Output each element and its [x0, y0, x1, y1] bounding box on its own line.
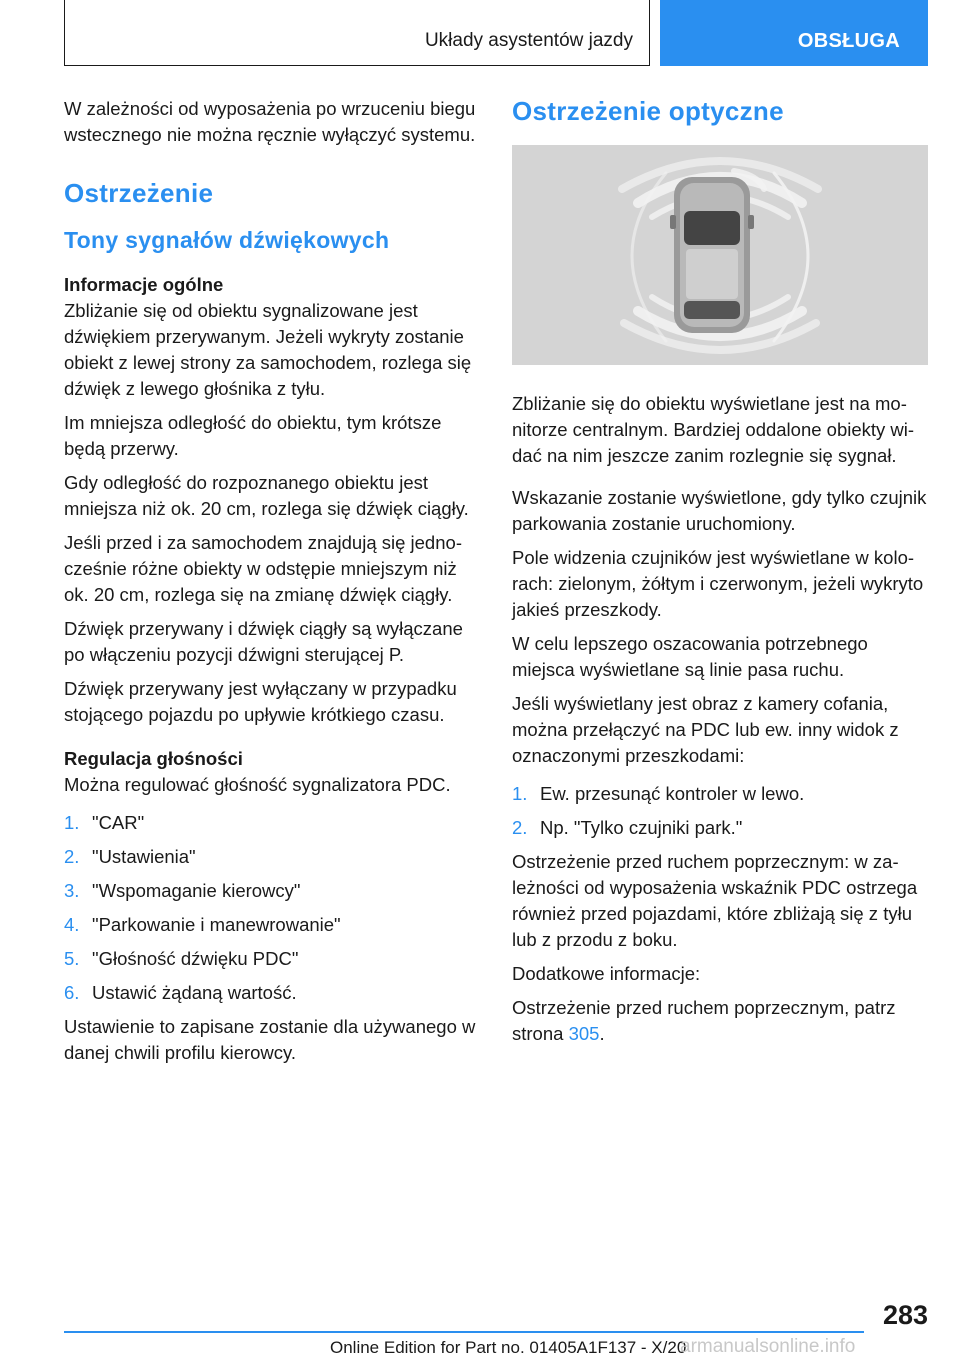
heading-warning: Ostrzeżenie [64, 178, 214, 208]
list-item [64, 810, 480, 836]
paragraph: Gdy odległość do rozpoznanego obiektu jest mniejsza niż ok. 20 cm, rozlega się dźwięk ciągły. [64, 472, 469, 519]
page-number: 283 [882, 1300, 928, 1330]
paragraph: Zbliżanie się od obiektu sygnalizowane jest dźwiękiem przerywanym. Jeżeli wykryty zostanie obiekt z lewej strony za samochodem, rozlega się dźwięk z lewego głośnika z tyłu. [64, 300, 472, 399]
page-link[interactable]: 305 [568, 1023, 600, 1044]
paragraph: Dodatkowe informacje: [512, 963, 701, 984]
watermark: armanualsonline.info [680, 1336, 856, 1357]
heading-volume: Regulacja głośności [64, 748, 243, 769]
heading-acoustic: Tony sygnałów dźwiękowych [64, 227, 390, 253]
step-text: "Głośność dźwięku PDC" [92, 948, 299, 969]
list-item [64, 980, 480, 1006]
edition-text: Online Edition for Part no. 01405A1F137 - X/20 [330, 1338, 687, 1357]
cross-reference-paragraph [512, 995, 928, 1047]
paragraph: Jeśli przed i za samochodem znajdują się jednocześnie różne obiekty w odstępie mniejszym niż ok. 20 cm, rozlega się na zmianę dźwięk ciągły. [64, 532, 462, 605]
pdc-car-graphic [512, 145, 928, 365]
step-number: 4. [64, 914, 80, 935]
paragraph: W celu lepszego oszacowania potrzebnego miejsca wyświetlane są linie pasa ruchu. [512, 633, 868, 680]
paragraph: Pole widzenia czujników jest wyświetlane w kolorach: zielonym, żółtym i czerwonym, jeżeli wykryto jakieś przeszkody. [512, 547, 924, 620]
page-header [64, 0, 928, 66]
step-text: Np. "Tylko czujniki park." [540, 817, 743, 838]
list-item [64, 844, 480, 870]
paragraph: Wskazanie zostanie wyświetlone, gdy tylko czujnik parkowania zostanie uruchomiony. [512, 487, 927, 534]
step-text: Ew. przesunąć kontroler w lewo. [540, 783, 805, 804]
intro-paragraph: W zależności od wyposażenia po wrzuceniu biegu wstecznego nie można ręcznie wyłączyć systemu. [64, 98, 476, 145]
cross-reference-text: Ostrzeżenie przed ruchem poprzecznym, patrz strona [512, 997, 896, 1044]
step-number: 1. [512, 783, 528, 804]
paragraph: Zbliżanie się do obiektu wyświetlane jest na monitorze centralnym. Bardziej oddalone obiekty widać na nim jeszcze zanim rozlegnie się sygnał. [512, 393, 915, 466]
volume-steps-list [64, 810, 480, 1006]
list-item [512, 815, 928, 841]
footer-divider [64, 1331, 864, 1333]
step-number: 2. [64, 846, 80, 867]
step-number: 1. [64, 812, 80, 833]
list-item [64, 878, 480, 904]
header-frame [64, 0, 650, 66]
paragraph: Dźwięk przerywany i dźwięk ciągły są wyłączane po włączeniu pozycji dźwigni sterującej P. [64, 618, 463, 665]
heading-general: Informacje ogólne [64, 274, 224, 295]
heading-visual: Ostrzeżenie optyczne [512, 96, 784, 126]
step-number: 2. [512, 817, 528, 838]
cross-reference-end: . [599, 1023, 605, 1044]
paragraph: Im mniejsza odległość do obiektu, tym krótsze będą przerwy. [64, 412, 442, 459]
step-number: 3. [64, 880, 80, 901]
step-number: 6. [64, 982, 80, 1003]
step-text: Ustawić żądaną wartość. [92, 982, 297, 1003]
step-number: 5. [64, 948, 80, 969]
left-column [64, 96, 480, 1074]
list-item [64, 912, 480, 938]
step-text: "CAR" [92, 812, 145, 833]
list-item [64, 946, 480, 972]
step-text: "Parkowanie i manewrowanie" [92, 914, 341, 935]
list-item [512, 781, 928, 807]
step-text: "Wspomaganie kierowcy" [92, 880, 301, 901]
right-column [512, 96, 928, 1055]
paragraph: Jeśli wyświetlany jest obraz z kamery cofania, można przełączyć na PDC lub ew. inny widok z oznaczonymi przeszkodami: [512, 693, 899, 766]
step-text: "Ustawienia" [92, 846, 196, 867]
outro-paragraph: Ustawienie to zapisane zostanie dla używanego w danej chwili profilu kierowcy. [64, 1016, 476, 1063]
chapter-tab-label: OBSŁUGA [797, 30, 900, 52]
volume-intro: Można regulować głośność sygnalizatora PDC. [64, 774, 451, 795]
view-steps-list [512, 781, 928, 841]
paragraph: Ostrzeżenie przed ruchem poprzecznym: w zależności od wyposażenia wskaźnik PDC ostrzega również przed pojazdami, które zbliżają się z tyłu lub z przodu z boku. [512, 851, 918, 950]
chapter-tab[interactable] [660, 0, 928, 66]
paragraph: Dźwięk przerywany jest wyłączany w przypadku stojącego pojazdu po upływie krótkiego czasu. [64, 678, 457, 725]
pdc-illustration [512, 145, 928, 365]
section-title: Układy asystentów jazdy [424, 30, 633, 51]
